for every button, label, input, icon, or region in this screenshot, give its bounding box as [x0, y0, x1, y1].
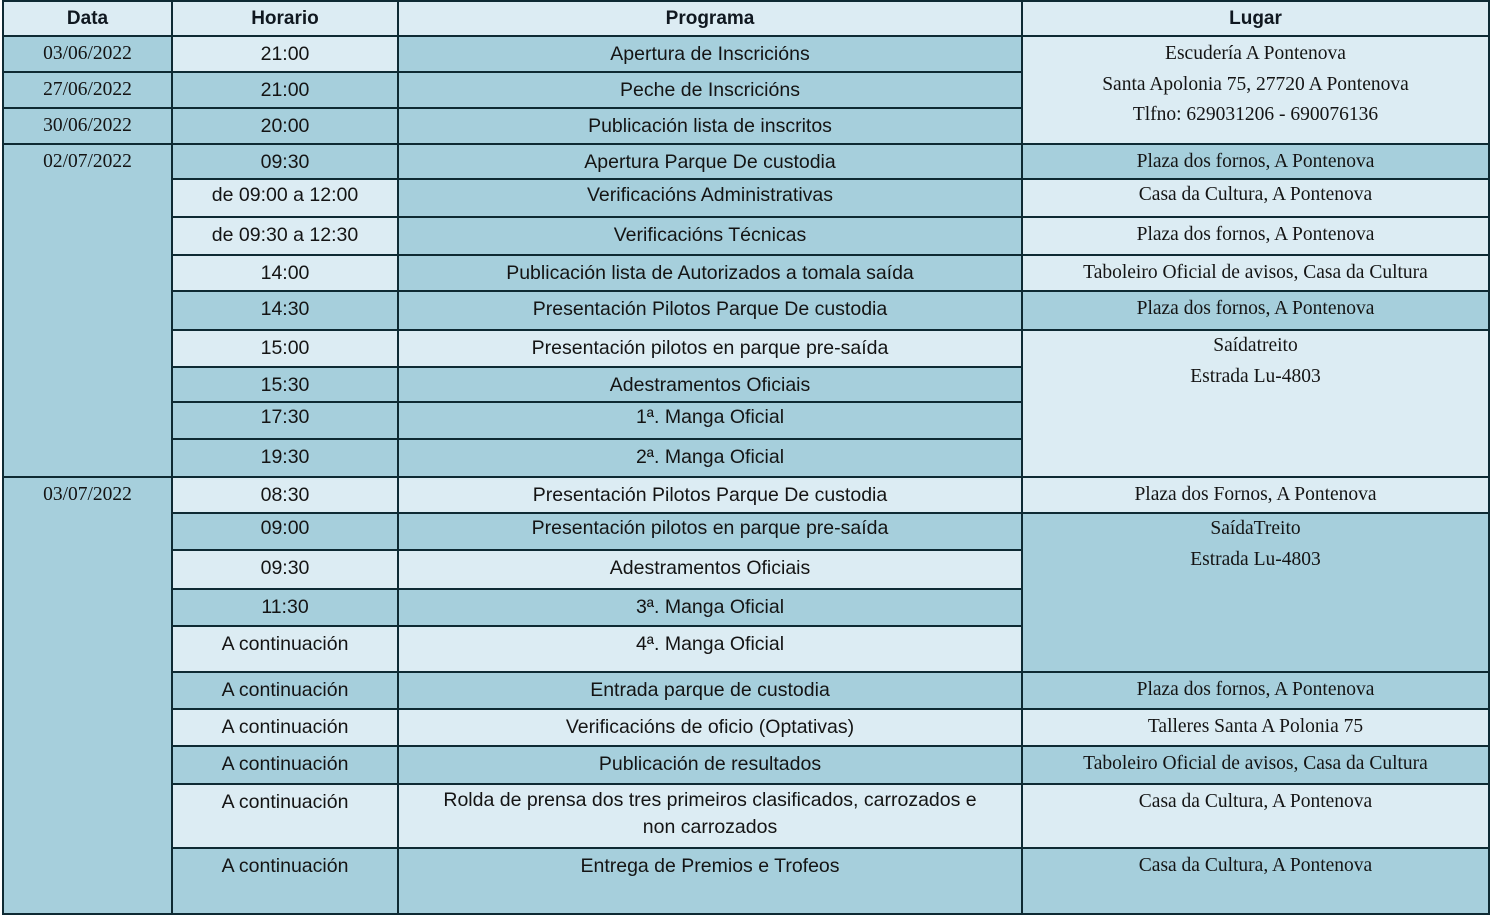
programa-cell: Verificacións Técnicas	[398, 217, 1022, 255]
horario-cell: A continuación	[172, 784, 398, 848]
table-row	[3, 330, 1489, 367]
table-row	[3, 709, 1489, 746]
horario-cell: 09:30	[172, 550, 398, 588]
date-cell: 27/06/2022	[3, 72, 172, 108]
programa-line: Rolda de prensa dos tres primeiros clasificados, carrozados e	[443, 788, 977, 811]
programa-cell: Apertura Parque De custodia	[398, 144, 1022, 179]
header-row	[3, 1, 1489, 36]
programa-cell: Peche de Inscricións	[398, 72, 1022, 108]
lugar-cell: Plaza dos fornos, A Pontenova	[1022, 672, 1489, 709]
table-row	[3, 255, 1489, 291]
lugar-cell: Plaza dos fornos, A Pontenova	[1022, 144, 1489, 179]
horario-cell: 19:30	[172, 439, 398, 477]
programa-cell: Verificacións Administrativas	[398, 179, 1022, 217]
horario-cell: 17:30	[172, 402, 398, 439]
programa-cell	[398, 784, 1022, 848]
horario-cell: 21:00	[172, 72, 398, 108]
horario-cell: A continuación	[172, 848, 398, 914]
programa-cell: Publicación de resultados	[398, 746, 1022, 784]
lugar-cell: Casa da Cultura, A Pontenova	[1022, 848, 1489, 914]
date-cell: 30/06/2022	[3, 108, 172, 144]
horario-cell: 21:00	[172, 36, 398, 72]
horario-cell: 14:00	[172, 255, 398, 291]
horario-cell: 11:30	[172, 589, 398, 626]
programa-cell: 1ª. Manga Oficial	[398, 402, 1022, 439]
table-row	[3, 513, 1489, 550]
programa-cell: Verificacións de oficio (Optativas)	[398, 709, 1022, 746]
horario-cell: de 09:00 a 12:00	[172, 179, 398, 217]
lugar-cell: Casa da Cultura, A Pontenova	[1022, 179, 1489, 217]
date-cell: 03/07/2022	[3, 477, 172, 914]
horario-cell: A continuación	[172, 626, 398, 672]
horario-cell: 15:30	[172, 367, 398, 402]
table-row	[3, 477, 1489, 513]
header-horario: Horario	[172, 1, 398, 36]
programa-cell: Adestramentos Oficiais	[398, 367, 1022, 402]
lugar-cell-escuderia: Escudería A Pontenova Santa Apolonia 75, 27720 A Pontenova Tlfno: 629031206 - 690076136	[1022, 36, 1489, 144]
table-row	[3, 746, 1489, 784]
table-row	[3, 144, 1489, 179]
table-row	[3, 179, 1489, 217]
programa-cell: Presentación Pilotos Parque De custodia	[398, 291, 1022, 330]
programa-cell: Apertura de Inscricións	[398, 36, 1022, 72]
programa-cell: 3ª. Manga Oficial	[398, 589, 1022, 626]
lugar-cell: Plaza dos fornos, A Pontenova	[1022, 291, 1489, 330]
date-cell: 03/06/2022	[3, 36, 172, 72]
horario-cell: 15:00	[172, 330, 398, 367]
schedule-table	[2, 0, 1490, 915]
lugar-cell: Plaza dos fornos, A Pontenova	[1022, 217, 1489, 255]
horario-cell: 09:00	[172, 513, 398, 550]
table-row	[3, 672, 1489, 709]
programa-cell: 4ª. Manga Oficial	[398, 626, 1022, 672]
programa-cell: Presentación pilotos en parque pre-saída	[398, 513, 1022, 550]
horario-cell: 08:30	[172, 477, 398, 513]
horario-cell: de 09:30 a 12:30	[172, 217, 398, 255]
programa-cell: Presentación Pilotos Parque De custodia	[398, 477, 1022, 513]
table-row	[3, 784, 1489, 848]
horario-cell: A continuación	[172, 709, 398, 746]
programa-cell: Entrega de Premios e Trofeos	[398, 848, 1022, 914]
programa-cell: 2ª. Manga Oficial	[398, 439, 1022, 477]
lugar-cell: Talleres Santa A Polonia 75	[1022, 709, 1489, 746]
table-row	[3, 36, 1489, 72]
header-programa: Programa	[398, 1, 1022, 36]
programa-line: non carrozados	[642, 815, 778, 838]
horario-cell: 14:30	[172, 291, 398, 330]
programa-cell: Entrada parque de custodia	[398, 672, 1022, 709]
programa-cell: Adestramentos Oficiais	[398, 550, 1022, 588]
lugar-cell: Taboleiro Oficial de avisos, Casa da Cultura	[1022, 746, 1489, 784]
date-cell: 02/07/2022	[3, 144, 172, 477]
horario-cell: A continuación	[172, 746, 398, 784]
table-row	[3, 291, 1489, 330]
horario-cell: 20:00	[172, 108, 398, 144]
programa-cell: Presentación pilotos en parque pre-saída	[398, 330, 1022, 367]
header-lugar: Lugar	[1022, 1, 1489, 36]
horario-cell: 09:30	[172, 144, 398, 179]
lugar-cell: Taboleiro Oficial de avisos, Casa da Cultura	[1022, 255, 1489, 291]
lugar-cell: Plaza dos Fornos, A Pontenova	[1022, 477, 1489, 513]
programa-cell: Publicación lista de Autorizados a tomala saída	[398, 255, 1022, 291]
horario-cell: A continuación	[172, 672, 398, 709]
programa-cell: Publicación lista de inscritos	[398, 108, 1022, 144]
table-row	[3, 217, 1489, 255]
lugar-cell: Casa da Cultura, A Pontenova	[1022, 784, 1489, 848]
table-row	[3, 848, 1489, 914]
lugar-cell-saida-treito: Saídatreito Estrada Lu-4803	[1022, 330, 1489, 477]
lugar-cell-saida-treito: SaídaTreito Estrada Lu-4803	[1022, 513, 1489, 671]
header-data: Data	[3, 1, 172, 36]
